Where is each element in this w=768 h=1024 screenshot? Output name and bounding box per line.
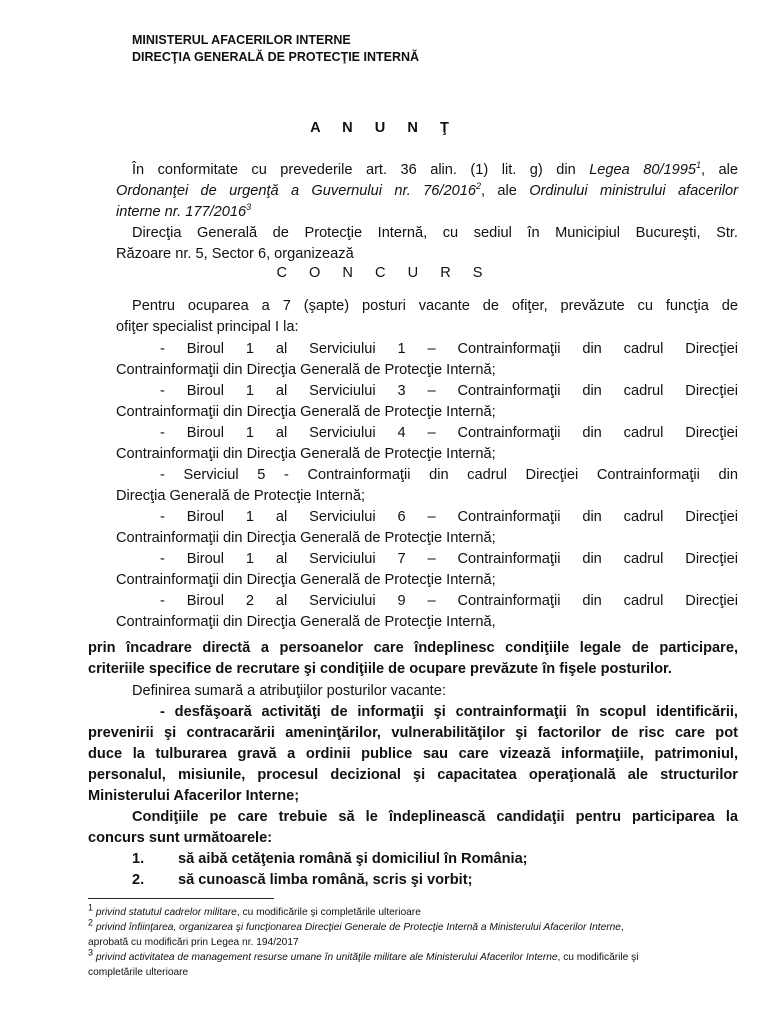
footnote-2: $^2$ privind înfiinţarea, organizarea şi funcţionarea Direcţiei Generale de Protecţie Internă a Ministerului Afacerilor Interne, <box>88 917 624 933</box>
duties-line-2: prevenirii şi contracarării ameninţărilor, vulnerabilităţilor şi factorilor de risc care pot <box>88 725 738 741</box>
list-item: - Biroul 1 al Serviciului 7 – Contrainformaţii din cadrul Direcţiei <box>160 551 738 567</box>
posts-line-1: Pentru ocuparea a 7 (şapte) posturi vacante de ofiţer, prevăzute cu funcţia de <box>132 298 738 314</box>
list-item: Direcţia Generală de Protecţie Internă; <box>116 488 366 504</box>
condition-number: 1. <box>132 851 145 867</box>
framing-line-2: criteriile specifice de recrutare şi condiţiile de ocupare prevăzute în fişele posturilor. <box>88 661 672 677</box>
concurs-heading: C O N C U R S <box>276 265 492 281</box>
list-item: - Biroul 2 al Serviciului 9 – Contrainformaţii din cadrul Direcţiei <box>160 593 738 609</box>
posts-line-2: ofiţer specialist principal I la: <box>116 319 299 335</box>
list-item: - Biroul 1 al Serviciului 1 – Contrainformaţii din cadrul Direcţiei <box>160 341 738 357</box>
duties-line-1: - desfăşoară activităţi de informaţii şi contrainformaţii în scopul identificării, <box>160 704 738 720</box>
list-item: - Biroul 1 al Serviciului 6 – Contrainformaţii din cadrul Direcţiei <box>160 509 738 525</box>
footnote-2-cont: aprobată cu modificări prin Legea nr. 194/2017 <box>88 937 299 948</box>
conditions-line-1: Condiţiile pe care trebuie să le îndeplinească candidaţii pentru participarea la <box>132 809 738 825</box>
list-item: - Serviciul 5 - Contrainformaţii din cadrul Direcţiei Contrainformaţii din <box>160 467 738 483</box>
condition-text: să aibă cetăţenia română şi domiciliul în România; <box>178 851 528 867</box>
list-item: Contrainformaţii din Direcţia Generală de Protecţie Internă; <box>116 362 496 378</box>
intro-line-1: În conformitate cu prevederile art. 36 alin. (1) lit. g) din Legea 80/1995$^1$, ale <box>132 160 739 178</box>
duties-line-5: Ministerului Afacerilor Interne; <box>88 788 300 804</box>
notice-title: A N U N Ţ <box>310 120 458 136</box>
directorate-name: DIRECŢIA GENERALĂ DE PROTECŢIE INTERNĂ <box>132 50 420 64</box>
duties-heading: Definirea sumară a atribuţiilor posturilor vacante: <box>132 683 446 699</box>
footnote-3: $^3$ privind activitatea de management resurse umane în unităţile militare ale Ministerului Afacerilor Interne, cu modificările şi <box>88 947 639 963</box>
list-item: Contrainformaţii din Direcţia Generală de Protecţie Internă, <box>116 614 496 630</box>
intro-line-2: Ordonanţei de urgenţă a Guvernului nr. 76/2016$^2$, ale Ordinului ministrului afacerilor <box>116 181 739 199</box>
footnote-separator <box>88 898 274 899</box>
footnote-3-cont: completările ulterioare <box>88 967 189 978</box>
intro-line-4: Direcţia Generală de Protecţie Internă, cu sediul în Municipiul Bucureşti, Str. <box>132 225 738 241</box>
condition-number: 2. <box>132 872 145 888</box>
framing-line-1: prin încadrare directă a persoanelor care îndeplinesc condiţiile legale de participare, <box>88 640 738 656</box>
list-item: Contrainformaţii din Direcţia Generală de Protecţie Internă; <box>116 446 496 462</box>
list-item: Contrainformaţii din Direcţia Generală de Protecţie Internă; <box>116 530 496 546</box>
duties-line-3: duce la tulburarea gravă a ordinii publice sau care vizează informaţiile, patrimoniul, <box>88 746 738 762</box>
footnote-1: $^1$ privind statutul cadrelor militare, cu modificările şi completările ulterioare <box>88 902 421 918</box>
conditions-line-2: concurs sunt următoarele: <box>88 830 273 846</box>
ministry-name: MINISTERUL AFACERILOR INTERNE <box>132 33 351 47</box>
condition-text: să cunoască limba română, scris şi vorbit; <box>178 872 473 888</box>
list-item: Contrainformaţii din Direcţia Generală de Protecţie Internă; <box>116 572 496 588</box>
list-item: - Biroul 1 al Serviciului 3 – Contrainformaţii din cadrul Direcţiei <box>160 383 738 399</box>
list-item: - Biroul 1 al Serviciului 4 – Contrainformaţii din cadrul Direcţiei <box>160 425 738 441</box>
list-item: Contrainformaţii din Direcţia Generală de Protecţie Internă; <box>116 404 496 420</box>
intro-line-5: Răzoare nr. 5, Sector 6, organizează <box>116 246 354 262</box>
intro-line-3: interne nr. 177/2016$^3$ <box>116 202 252 220</box>
duties-line-4: personalul, misiunile, procesul decizional şi capacitatea operaţională ale structurilor <box>88 767 738 783</box>
